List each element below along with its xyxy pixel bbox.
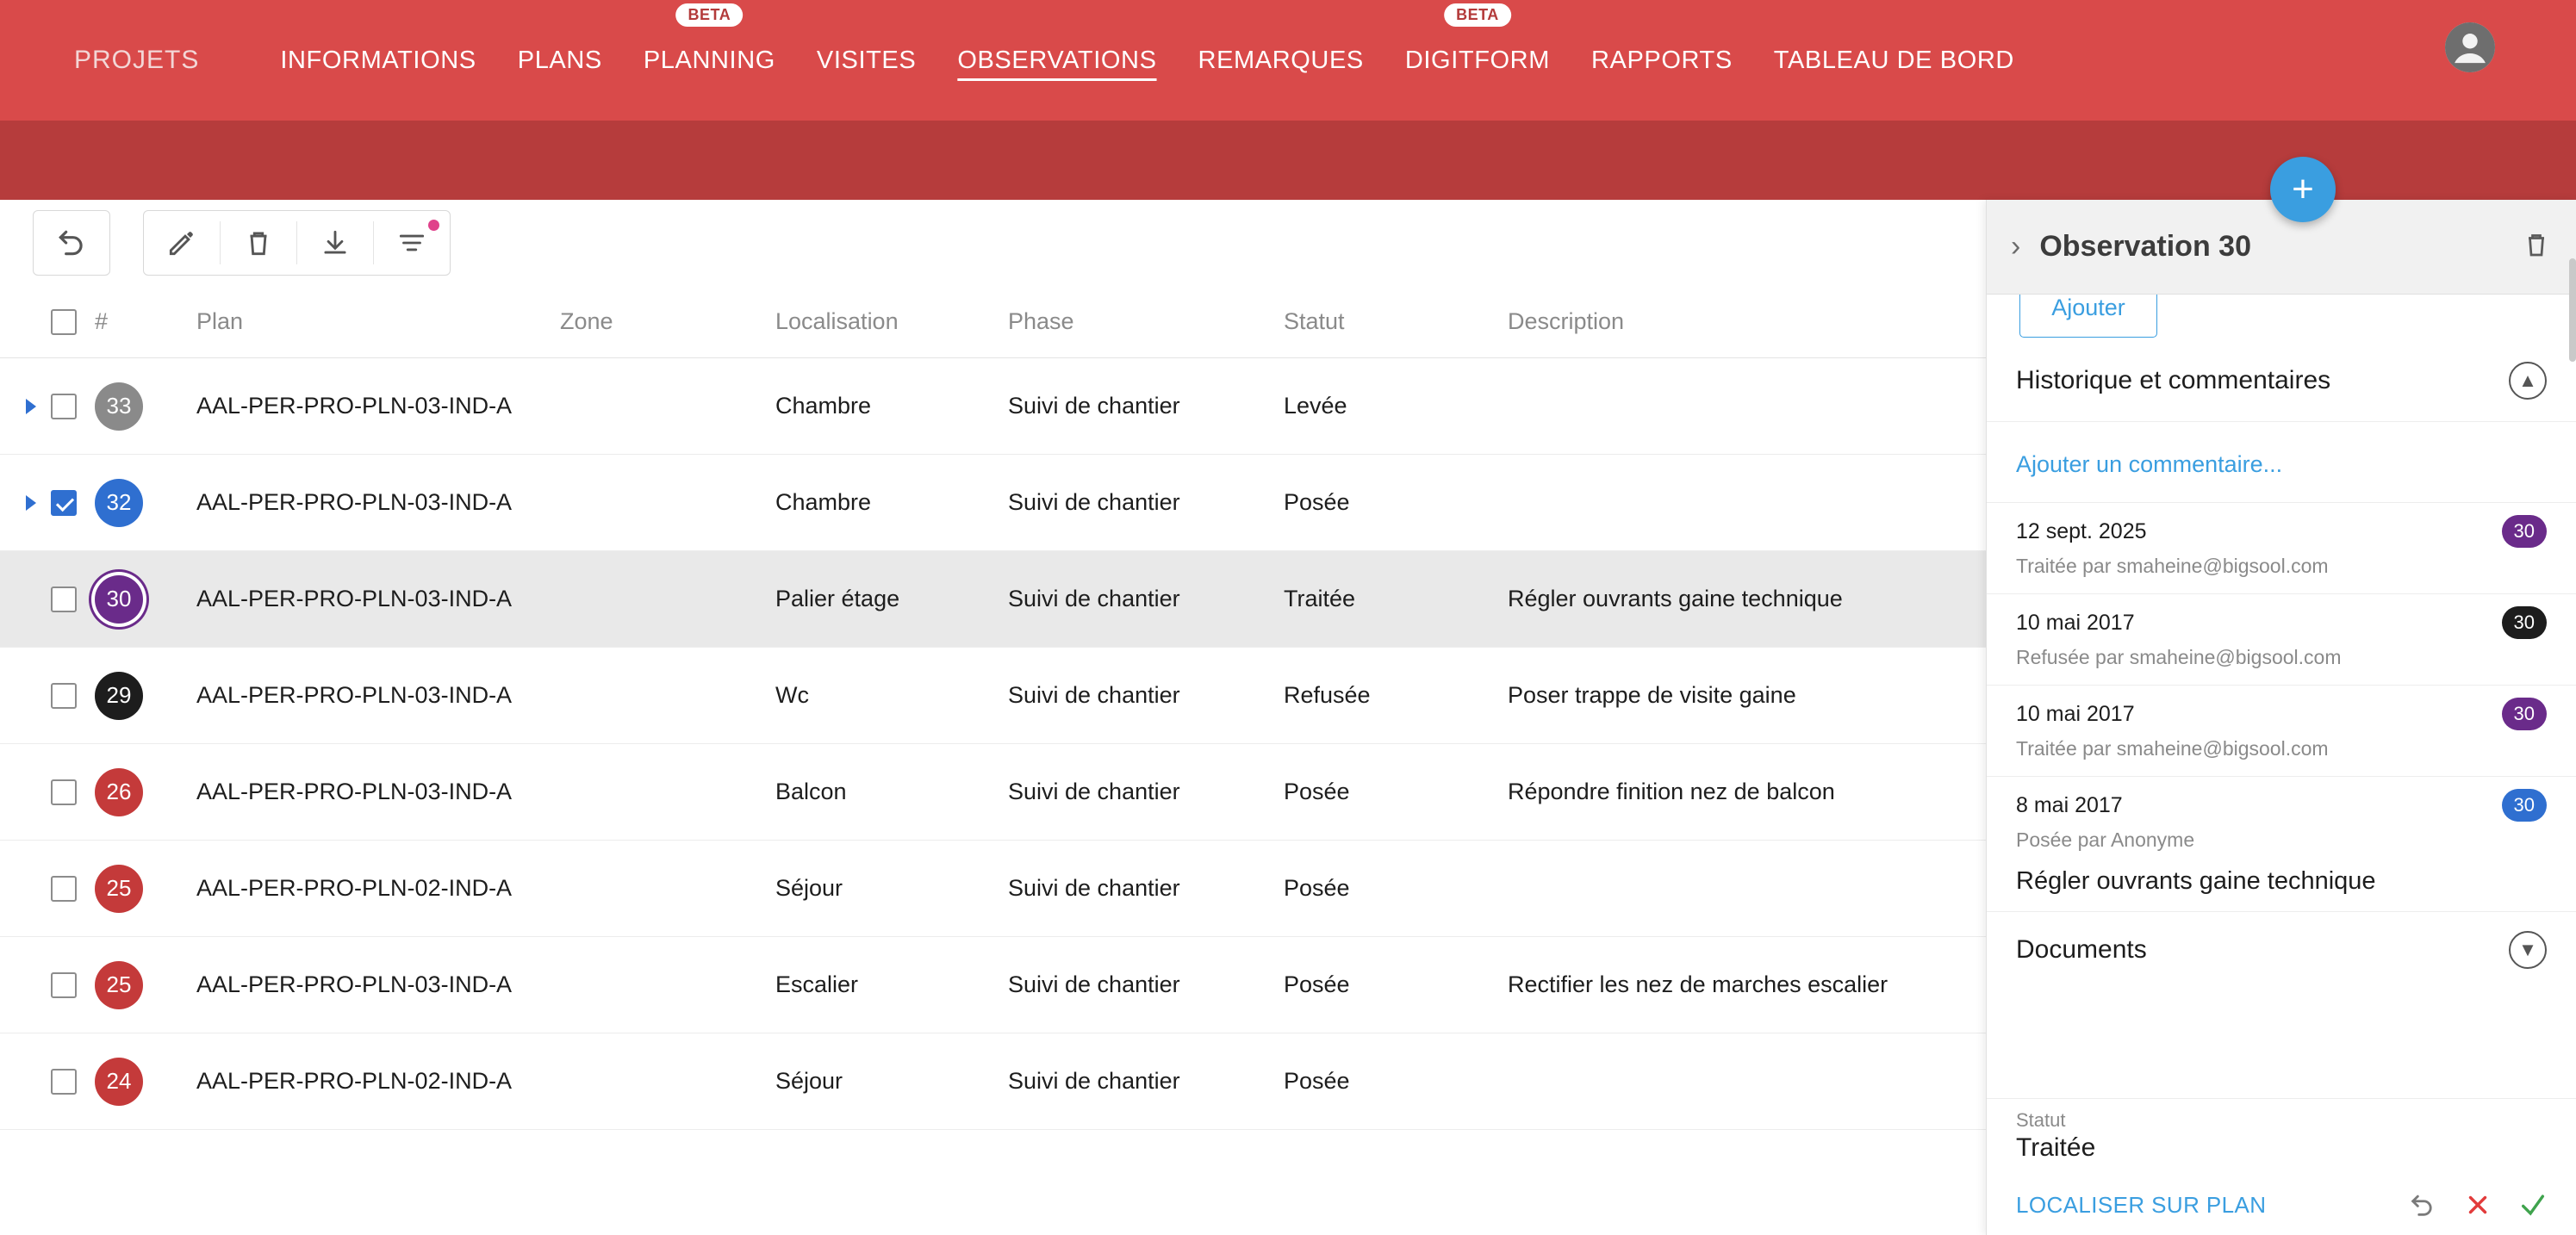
select-all-checkbox[interactable] (0, 309, 86, 335)
locate-on-plan-button[interactable]: LOCALISER SUR PLAN (2016, 1191, 2267, 1218)
footer-actions (1987, 1175, 2576, 1235)
nav-item-digitform[interactable] (1384, 0, 1571, 121)
cell-plan: AAL-PER-PRO-PLN-03-IND-A (196, 489, 513, 515)
beta-badge: BETA (676, 3, 744, 27)
statut-label: Statut (2016, 1109, 2066, 1131)
undo-group (33, 210, 110, 276)
history-entry (1987, 685, 2576, 776)
row-number-badge: 29 (86, 672, 181, 720)
nav-label: RAPPORTS (1590, 46, 1733, 74)
undo-icon[interactable] (34, 211, 109, 275)
cell-statut: Posée (1284, 779, 1350, 804)
cell-phase: Suivi de chantier (1008, 489, 1180, 515)
history-text: Régler ouvrants gaine technique (2016, 867, 2376, 895)
sub-header-bar (0, 121, 2576, 200)
trash-icon[interactable] (221, 211, 296, 275)
table-row[interactable] (0, 841, 1986, 937)
row-checkbox[interactable] (0, 1069, 86, 1095)
history-subtitle: Refusée par smaheine@bigsool.com (2016, 646, 2342, 668)
nav-label: INFORMATIONS (280, 46, 476, 74)
nav-label: PLANS (517, 46, 602, 74)
history-section-title: Historique et commentaires (2016, 365, 2331, 394)
cell-localisation: Séjour (775, 875, 843, 901)
table-row[interactable] (0, 551, 1986, 648)
nav-label: DIGITFORM (1404, 46, 1550, 74)
row-number-badge: 25 (86, 961, 181, 1009)
pencil-icon[interactable] (144, 211, 220, 275)
column-header-zone: Zone (560, 308, 613, 334)
row-checkbox[interactable] (0, 876, 86, 902)
check-icon[interactable] (2518, 1190, 2548, 1219)
cell-plan: AAL-PER-PRO-PLN-03-IND-A (196, 971, 513, 997)
filter-icon[interactable] (374, 211, 450, 275)
nav-label: VISITES (816, 46, 917, 74)
row-checkbox[interactable] (0, 490, 86, 516)
history-pill: 30 (2502, 606, 2547, 639)
column-header-statut: Statut (1284, 308, 1345, 334)
nav-label: TABLEAU DE BORD (1773, 46, 2014, 74)
row-checkbox[interactable] (0, 779, 86, 805)
cell-phase: Suivi de chantier (1008, 971, 1180, 997)
top-navigation-bar (0, 0, 2576, 121)
nav-items (259, 0, 2035, 121)
history-list (1987, 502, 2576, 911)
row-number-badge: 33 (86, 382, 181, 431)
history-section-header (1987, 339, 2576, 422)
history-subtitle: Posée par Anonyme (2016, 829, 2195, 851)
cell-statut: Refusée (1284, 682, 1371, 708)
observation-detail-panel (1986, 200, 2576, 1235)
cell-statut: Traitée (1284, 586, 1356, 611)
history-pill: 30 (2502, 789, 2547, 822)
download-icon[interactable] (297, 211, 373, 275)
history-pill: 30 (2502, 515, 2547, 548)
chevron-right-icon[interactable]: › (2011, 230, 2021, 263)
table-row[interactable] (0, 937, 1986, 1033)
table-row[interactable] (0, 744, 1986, 841)
column-header-plan: Plan (196, 308, 244, 334)
cell-localisation: Palier étage (775, 586, 900, 611)
brand-label: PROJETS (74, 46, 200, 74)
trash-icon[interactable] (2521, 229, 2552, 264)
nav-item-tableau-de-bord[interactable] (1753, 0, 2035, 121)
cell-localisation: Séjour (775, 1068, 843, 1094)
cell-localisation: Balcon (775, 779, 847, 804)
cell-localisation: Chambre (775, 393, 872, 419)
row-checkbox[interactable] (0, 394, 86, 419)
documents-section-title: Documents (2016, 935, 2147, 964)
history-date: 12 sept. 2025 (2016, 518, 2147, 543)
column-header-description: Description (1508, 308, 1625, 334)
ajouter-button[interactable]: Ajouter (2019, 295, 2157, 338)
cell-plan: AAL-PER-PRO-PLN-02-IND-A (196, 1068, 513, 1094)
filter-active-dot (428, 220, 439, 231)
observations-table (0, 286, 1986, 1235)
actions-group (143, 210, 451, 276)
nav-item-remarques[interactable] (1178, 0, 1384, 121)
row-checkbox[interactable] (0, 972, 86, 998)
history-date: 10 mai 2017 (2016, 701, 2135, 726)
cell-statut: Posée (1284, 875, 1350, 901)
panel-footer (1987, 1098, 2576, 1235)
row-checkbox[interactable] (0, 683, 86, 709)
add-observation-button[interactable]: + (2270, 157, 2336, 222)
cell-localisation: Wc (775, 682, 809, 708)
cell-description: Régler ouvrants gaine technique (1508, 586, 1843, 611)
cell-phase: Suivi de chantier (1008, 682, 1180, 708)
history-subtitle: Traitée par smaheine@bigsool.com (2016, 737, 2329, 760)
documents-section-header (1987, 911, 2576, 969)
history-pill: 30 (2502, 698, 2547, 730)
table-row[interactable] (0, 358, 1986, 455)
statut-value: Traitée (2016, 1133, 2096, 1162)
row-number-badge: 30 (86, 575, 181, 624)
row-number-badge: 25 (86, 865, 181, 913)
panel-title: Observation 30 (2039, 230, 2251, 263)
nav-item-planning[interactable] (623, 0, 796, 121)
cell-description: Rectifier les nez de marches escalier (1508, 971, 1888, 997)
cell-description: Poser trappe de visite gaine (1508, 682, 1796, 708)
cell-statut: Levée (1284, 393, 1347, 419)
column-header-phase: Phase (1008, 308, 1074, 334)
cell-plan: AAL-PER-PRO-PLN-02-IND-A (196, 875, 513, 901)
table-toolbar (0, 200, 1986, 286)
nav-item-informations[interactable] (259, 0, 496, 121)
cell-plan: AAL-PER-PRO-PLN-03-IND-A (196, 393, 513, 419)
cell-localisation: Chambre (775, 489, 872, 515)
row-marker-icon (26, 399, 36, 414)
nav-label: REMARQUES (1198, 46, 1364, 74)
table-body (0, 358, 1986, 1130)
beta-badge: BETA (1444, 3, 1511, 27)
account-circle-icon[interactable] (2445, 22, 2495, 72)
table-row[interactable] (0, 648, 1986, 744)
nav-item-rapports[interactable] (1571, 0, 1753, 121)
vertical-scrollbar[interactable] (2569, 258, 2576, 362)
cell-phase: Suivi de chantier (1008, 779, 1180, 804)
expand-circle-icon[interactable]: ▼ (2509, 931, 2547, 969)
history-entry (1987, 776, 2576, 911)
row-marker-icon (26, 495, 36, 511)
add-comment-link[interactable]: Ajouter un commentaire... (2016, 451, 2283, 477)
table-header-row (0, 286, 1986, 358)
table-row[interactable] (0, 1033, 1986, 1130)
table-row[interactable] (0, 455, 1986, 551)
nav-item-visites[interactable] (796, 0, 936, 121)
nav-item-observations[interactable] (936, 0, 1177, 121)
cell-phase: Suivi de chantier (1008, 393, 1180, 419)
history-entry (1987, 593, 2576, 685)
nav-label: PLANNING (643, 46, 775, 74)
collapse-circle-icon[interactable]: ▲ (2509, 362, 2547, 400)
cell-statut: Posée (1284, 1068, 1350, 1094)
row-checkbox[interactable] (0, 586, 86, 612)
cell-description: Répondre finition nez de balcon (1508, 779, 1835, 804)
nav-label: OBSERVATIONS (957, 46, 1157, 74)
cell-plan: AAL-PER-PRO-PLN-03-IND-A (196, 586, 513, 611)
cell-phase: Suivi de chantier (1008, 586, 1180, 611)
history-entry (1987, 502, 2576, 593)
history-date: 8 mai 2017 (2016, 792, 2123, 817)
undo-icon[interactable] (2408, 1190, 2437, 1219)
cell-statut: Posée (1284, 971, 1350, 997)
cell-phase: Suivi de chantier (1008, 1068, 1180, 1094)
cell-phase: Suivi de chantier (1008, 875, 1180, 901)
row-number-badge: 32 (86, 479, 181, 527)
history-date: 10 mai 2017 (2016, 610, 2135, 635)
panel-body (1987, 295, 2576, 1235)
cell-localisation: Escalier (775, 971, 859, 997)
cell-statut: Posée (1284, 489, 1350, 515)
close-icon[interactable] (2463, 1190, 2492, 1219)
row-number-badge: 26 (86, 768, 181, 816)
cell-plan: AAL-PER-PRO-PLN-03-IND-A (196, 682, 513, 708)
column-header-localisation: Localisation (775, 308, 899, 334)
nav-item-plans[interactable] (497, 0, 623, 121)
cell-plan: AAL-PER-PRO-PLN-03-IND-A (196, 779, 513, 804)
history-subtitle: Traitée par smaheine@bigsool.com (2016, 555, 2329, 577)
row-number-badge: 24 (86, 1058, 181, 1106)
column-header-number: # (95, 308, 109, 334)
